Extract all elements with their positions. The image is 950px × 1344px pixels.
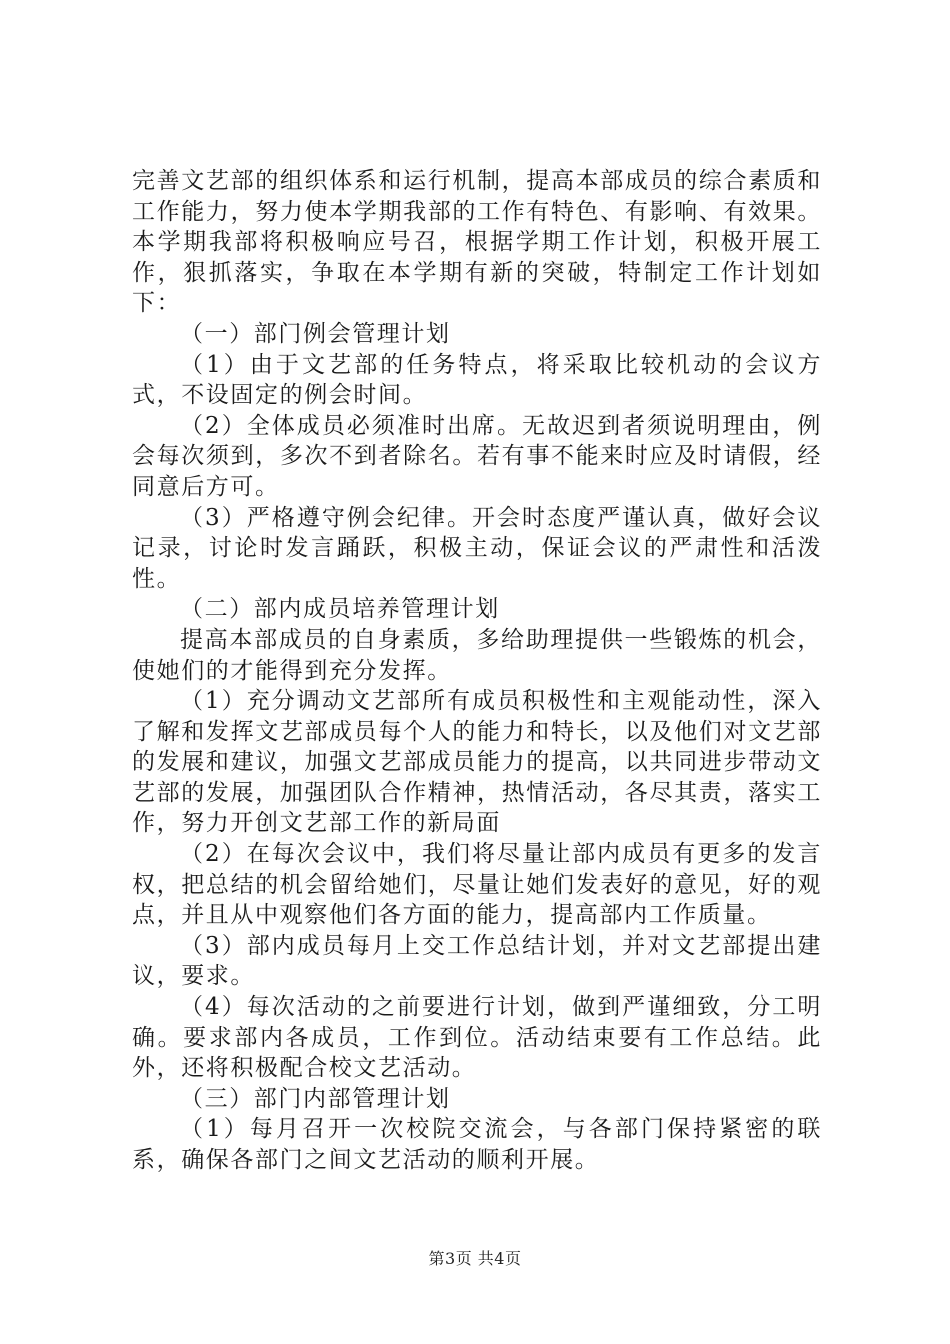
paragraph-item: （2）在每次会议中，我们将尽量让部内成员有更多的发言权，把总结的机会留给她们，尽量让她们发表好的意见，好的观点，并且从中观察他们各方面的能力，提高部内工作质量。	[132, 841, 822, 929]
section-heading-2: （二）部内成员培养管理计划	[180, 596, 500, 623]
section-heading-1: （一）部门例会管理计划	[180, 320, 451, 347]
paragraph-item: （3）严格遵守例会纪律。开会时态度严谨认真，做好会议记录，讨论时发言踊跃，积极主动，保证会议的严肃性和活泼性。	[132, 504, 822, 592]
paragraph-item: （1）充分调动文艺部所有成员积极性和主观能动性，深入了解和发挥文艺部成员每个人的能力和特长，以及他们对文艺部的发展和建议，加强文艺部成员能力的提高，以共同进步带动文艺部的发展，加强团队合作精神，热情活动，各尽其责，落实工作，努力开创文艺部工作的新局面	[132, 688, 822, 837]
paragraph-item: （2）全体成员必须准时出席。无故迟到者须说明理由，例会每次须到，多次不到者除名。若有事不能来时应及时请假，经同意后方可。	[132, 412, 822, 500]
paragraph-item: 提高本部成员的自身素质，多给助理提供一些锻炼的机会，使她们的才能得到充分发挥。	[132, 626, 822, 684]
document-body	[132, 166, 822, 1176]
paragraph-item: （1）每月召开一次校院交流会，与各部门保持紧密的联系，确保各部门之间文艺活动的顺利开展。	[132, 1116, 822, 1173]
paragraph-intro: 完善文艺部的组织体系和运行机制，提高本部成员的综合素质和工作能力，努力使本学期我部的工作有特色、有影响、有效果。本学期我部将积极响应号召，根据学期工作计划，积极开展工作，狠抓落实，争取在本学期有新的突破，特制定工作计划如下：	[132, 168, 822, 317]
paragraph-item: （4）每次活动的之前要进行计划，做到严谨细致，分工明确。要求部内各成员，工作到位。活动结束要有工作总结。此外，还将积极配合校文艺活动。	[132, 994, 822, 1082]
paragraph-item: （1）由于文艺部的任务特点，将采取比较机动的会议方式，不设固定的例会时间。	[132, 351, 822, 409]
page-footer: 第3页 共4页	[428, 1249, 522, 1268]
section-heading-3: （三）部门内部管理计划	[180, 1085, 451, 1112]
paragraph-item: （3）部内成员每月上交工作总结计划，并对文艺部提出建议，要求。	[132, 932, 822, 990]
